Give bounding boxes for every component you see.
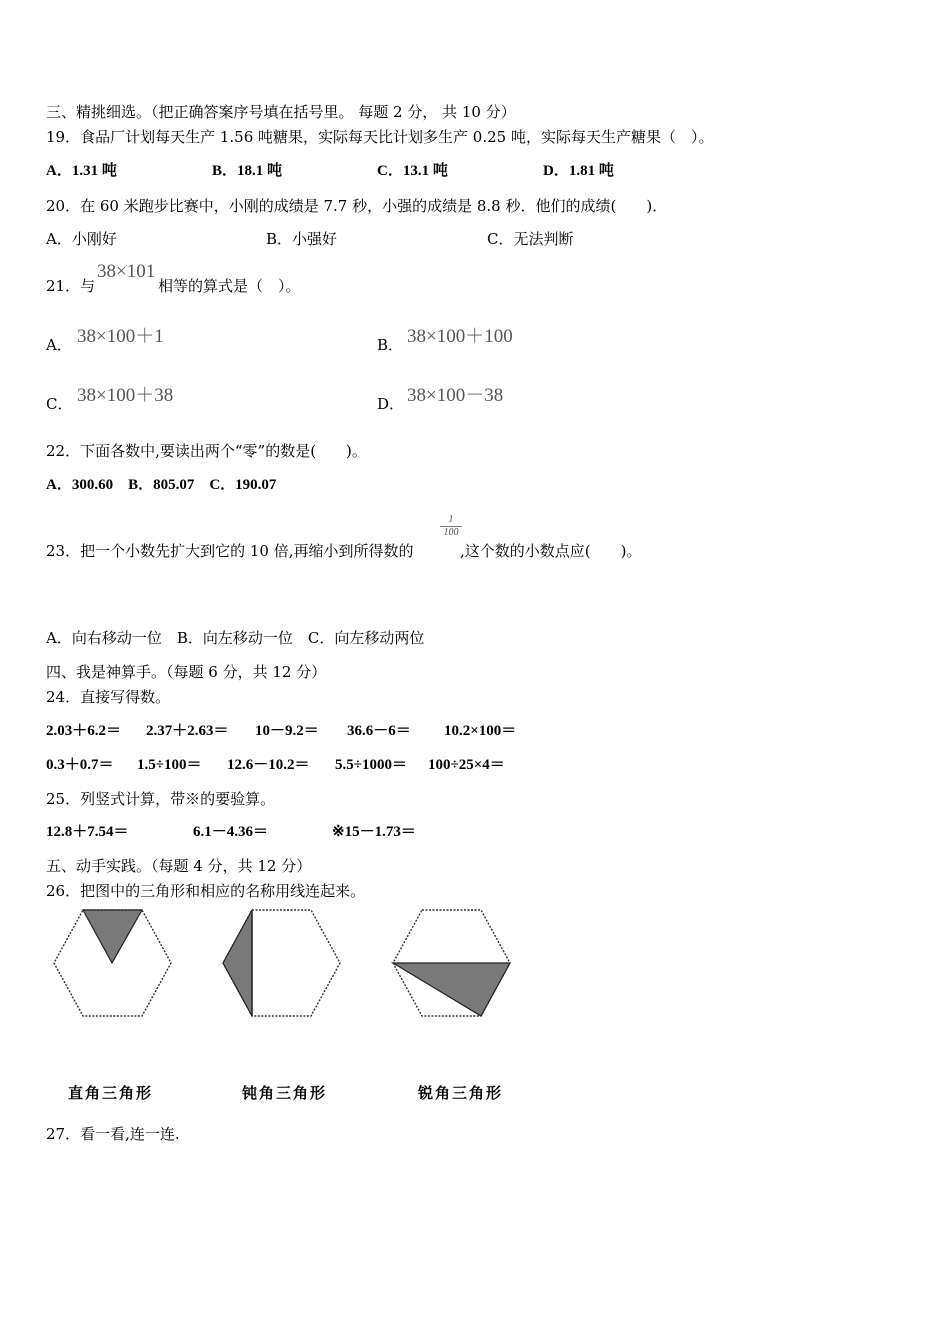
q24-row1-item: 2.37＋2.63＝: [146, 723, 229, 739]
question-19-stem: 19．食品厂计划每天生产 1.56 吨糖果，实际每天比计划多生产 0.25 吨，实际每天生产糖果（ ）。: [46, 128, 714, 146]
q24-row1-item: 10.2×100＝: [444, 723, 517, 739]
shaded-triangle: [393, 963, 510, 1016]
section-3-title: 三、精挑细选。（把正确答案序号填在括号里。 每题 2 分， 共 10 分）: [46, 103, 516, 121]
question-22-stem: 22．下面各数中,要读出两个“零”的数是( )。: [46, 442, 367, 460]
section-5-title: 五、动手实践。（每题 4 分，共 12 分）: [46, 857, 312, 875]
q21-option-c-expr: 38×100＋38: [77, 385, 174, 406]
q21-label-d: D．: [377, 395, 405, 413]
question-21-prefix: 21．与: [46, 277, 96, 295]
q19-option-d: D．1.81 吨: [543, 163, 614, 179]
q23-options: A．向右移动一位 B．向左移动一位 C．向左移动两位: [46, 629, 425, 647]
q21-expression: 38×101: [97, 261, 156, 282]
q24-row2-item: 100÷25×4＝: [428, 757, 505, 773]
q24-row1-item: 2.03＋6.2＝: [46, 723, 122, 739]
q24-row1-item: 10－9.2＝: [255, 723, 319, 739]
question-25-stem: 25．列竖式计算，带※的要验算。: [46, 790, 276, 808]
label-acute-triangle: 锐角三角形: [418, 1084, 504, 1102]
q21-option-a-expr: 38×100＋1: [77, 326, 164, 347]
q24-row2-item: 12.6－10.2＝: [227, 757, 310, 773]
q23-fraction-denominator: 100: [443, 527, 459, 538]
q21-label-b: B．: [377, 336, 404, 354]
q20-option-b: B．小强好: [266, 230, 338, 248]
question-26-stem: 26．把图中的三角形和相应的名称用线连起来。: [46, 882, 366, 900]
hexagon-figure-acute-triangle: [389, 905, 514, 1020]
label-obtuse-triangle: 钝角三角形: [242, 1084, 328, 1102]
hexagon-figure-obtuse-triangle: [219, 905, 344, 1020]
q25-item: ※15－1.73＝: [332, 824, 416, 840]
q21-option-d-expr: 38×100－38: [407, 385, 504, 406]
q25-item: 12.8＋7.54＝: [46, 824, 129, 840]
question-24-stem: 24．直接写得数。: [46, 688, 171, 706]
question-23-stem-b: ,这个数的小数点应( )。: [460, 542, 642, 560]
section-4-title: 四、我是神算手。（每题 6 分，共 12 分）: [46, 663, 327, 681]
q24-row2-item: 1.5÷100＝: [137, 757, 202, 773]
q25-item: 6.1－4.36＝: [193, 824, 269, 840]
q21-label-a: A．: [46, 336, 72, 354]
q20-option-a: A．小刚好: [46, 230, 117, 248]
q19-option-a: A．1.31 吨: [46, 163, 117, 179]
q19-option-c: C．13.1 吨: [377, 163, 448, 179]
label-right-triangle: 直角三角形: [68, 1084, 154, 1102]
shaded-triangle: [223, 910, 252, 1016]
q21-option-b-expr: 38×100＋100: [407, 326, 513, 347]
question-27-stem: 27．看一看,连一连.: [46, 1125, 180, 1143]
question-23-stem-a: 23．把一个小数先扩大到它的 10 倍,再缩小到所得数的: [46, 542, 414, 560]
q23-fraction-numerator: 1: [448, 514, 454, 525]
q23-fraction: [440, 515, 462, 538]
question-20-stem: 20．在 60 米跑步比赛中，小刚的成绩是 7.7 秒，小强的成绩是 8.8 秒．他们的成绩( )．: [46, 197, 668, 215]
q21-label-c: C．: [46, 395, 73, 413]
q19-option-b: B．18.1 吨: [212, 163, 283, 179]
question-21-suffix: 相等的算式是（ ）。: [158, 277, 301, 295]
shaded-triangle: [83, 910, 142, 963]
q20-option-c: C．无法判断: [487, 230, 574, 248]
q24-row2-item: 5.5÷1000＝: [335, 757, 407, 773]
hexagon-figure-right-triangle: [50, 905, 175, 1020]
q22-options: A．300.60 B．805.07 C．190.07: [46, 477, 277, 493]
q24-row1-item: 36.6－6＝: [347, 723, 411, 739]
q24-row2-item: 0.3＋0.7＝: [46, 757, 114, 773]
